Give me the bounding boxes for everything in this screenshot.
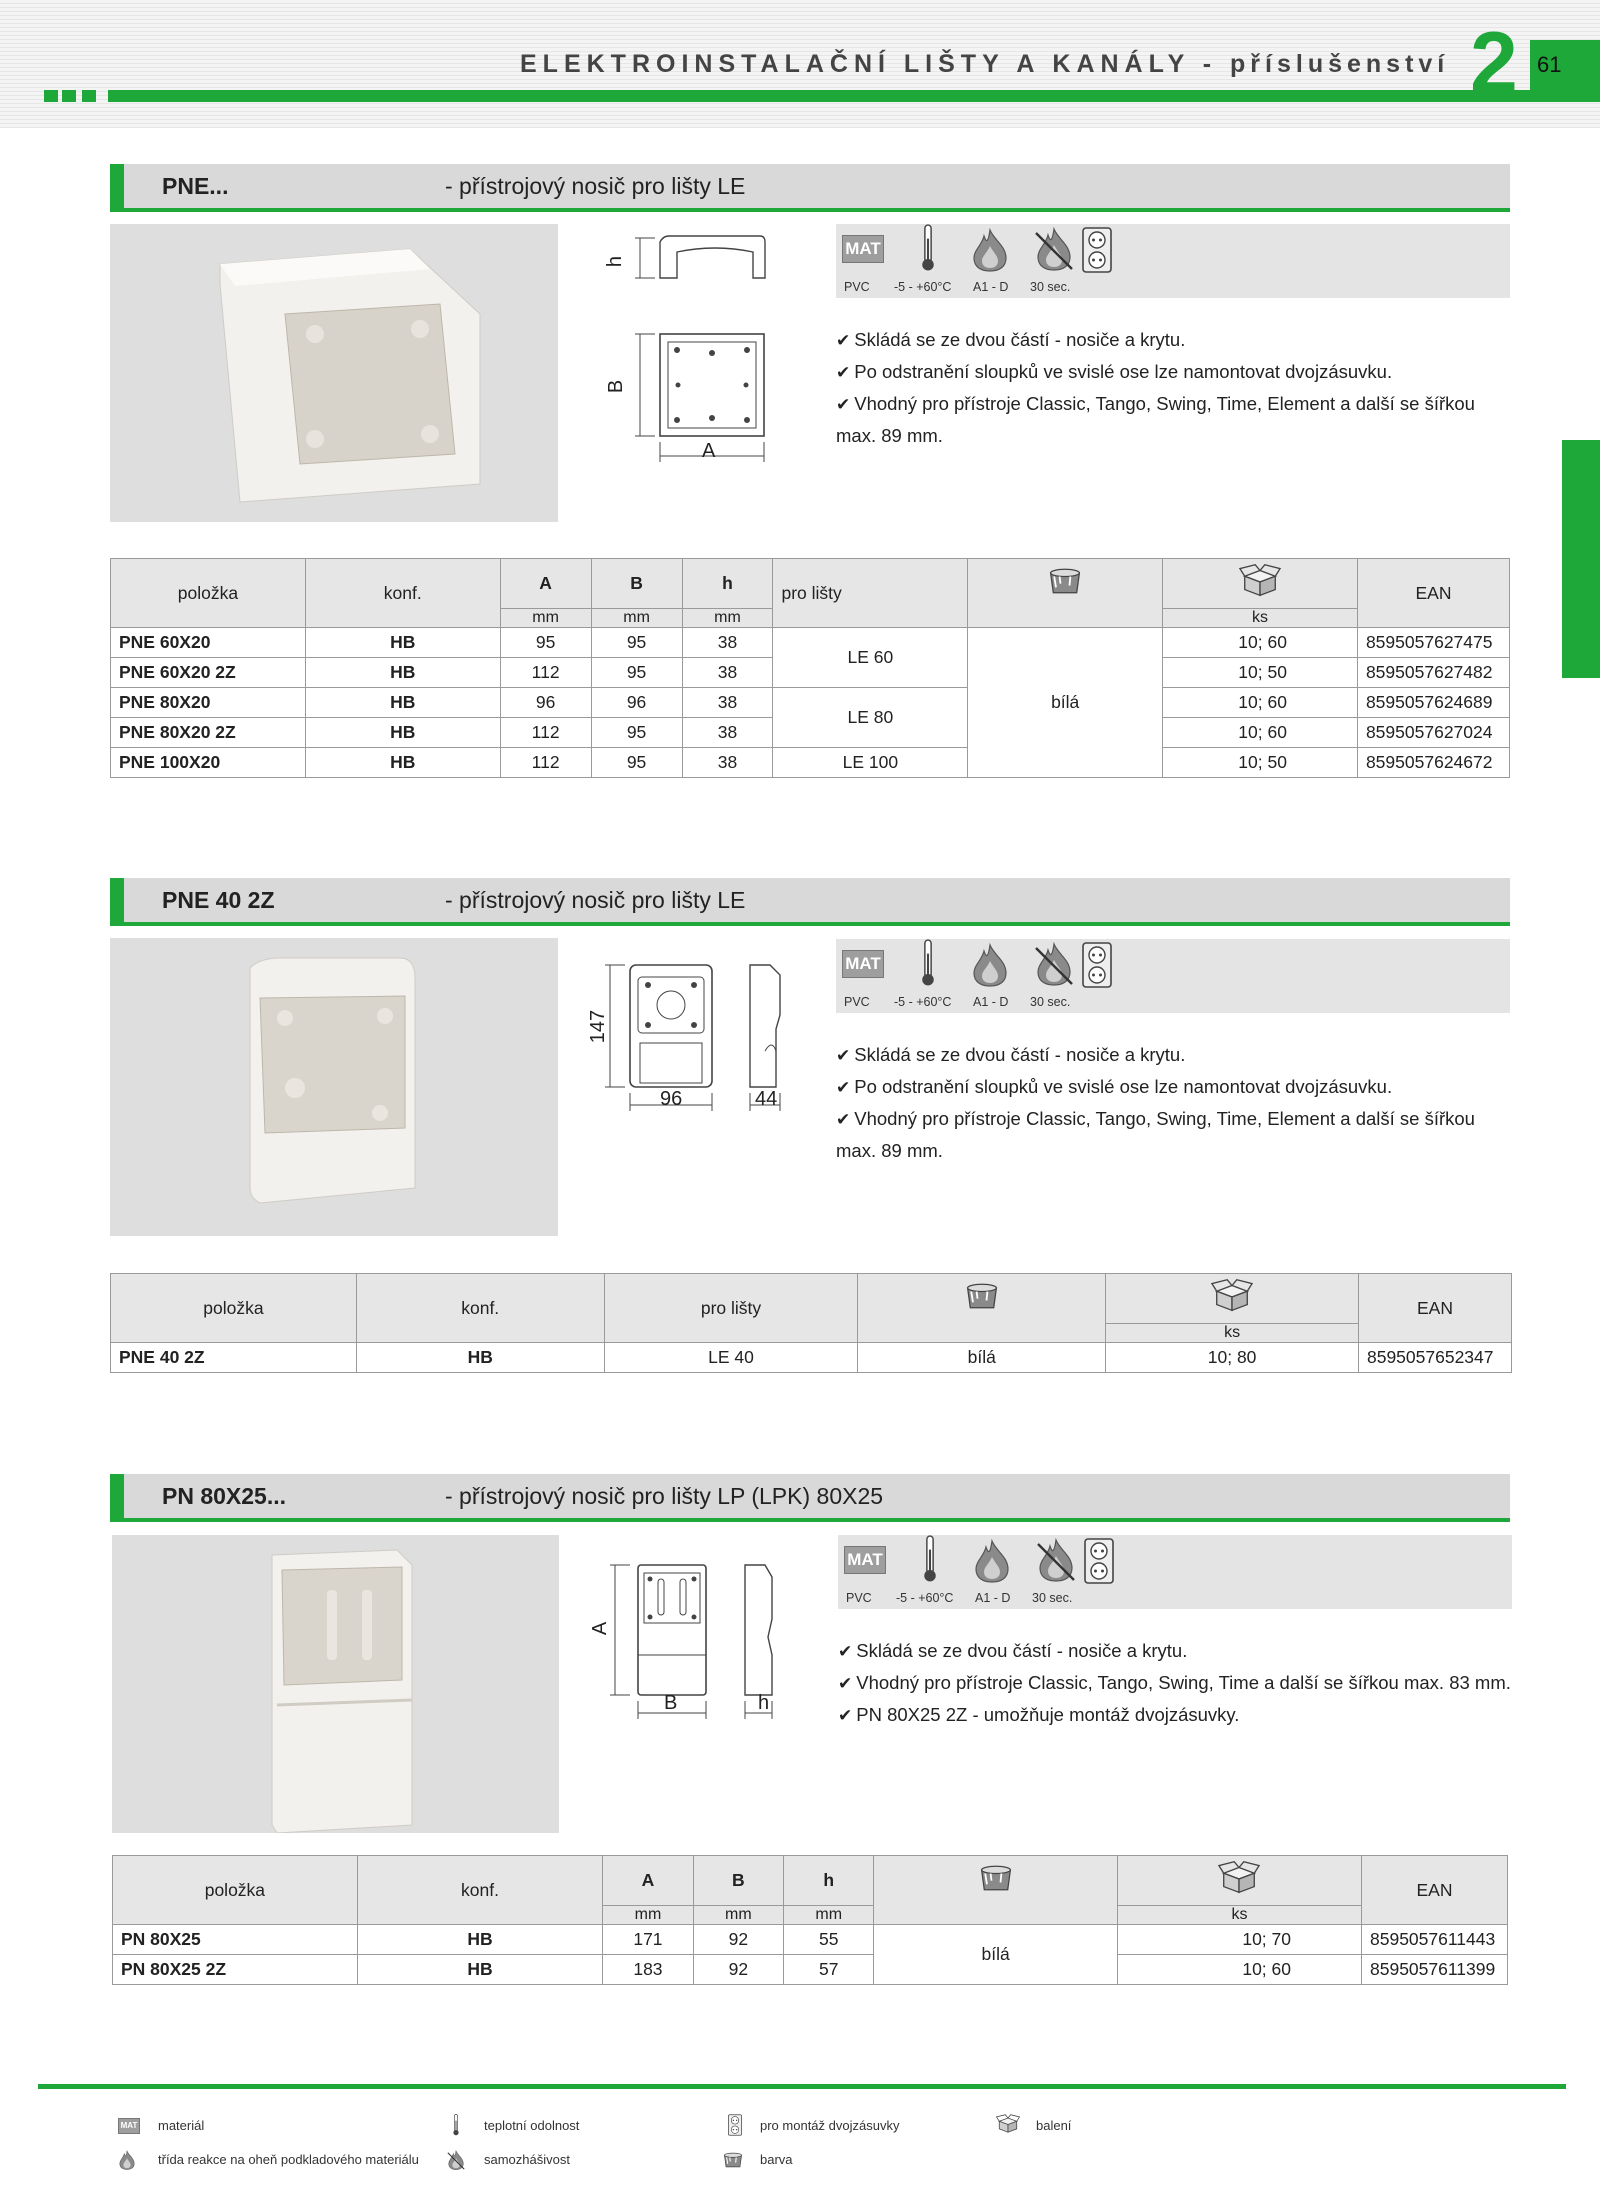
legend-package-icon xyxy=(996,2114,1020,2134)
dim-b-label: B xyxy=(664,1692,678,1714)
cell-h: 38 xyxy=(682,658,773,688)
feature-item: ✔ Po odstranění sloupků ve svislé ose lze namontovat dvojzásuvku. xyxy=(836,1076,1393,1097)
product-photo xyxy=(112,1535,559,1833)
product-table xyxy=(110,1273,1512,1373)
spec-material: PVC xyxy=(846,1591,872,1605)
section-bar-pn80x25 xyxy=(110,1474,1510,1522)
product-photo xyxy=(110,938,558,1236)
cell-pack: 10; 80 xyxy=(1106,1343,1359,1373)
cell-a: 95 xyxy=(500,628,591,658)
cell-conf: HB xyxy=(356,1343,604,1373)
cell-pack: 10; 60 xyxy=(1163,628,1358,658)
package-icon xyxy=(1239,564,1281,598)
th-h: h xyxy=(682,559,773,609)
cell-for: LE 60 xyxy=(773,628,968,688)
cell-item: PNE 80X20 2Z xyxy=(111,718,306,748)
legend-temperature: teplotní odolnost xyxy=(484,2118,580,2133)
thermometer-icon xyxy=(920,224,936,272)
cell-conf: HB xyxy=(305,748,500,778)
color-bucket-icon xyxy=(964,1282,1000,1310)
flame-icon xyxy=(972,1539,1012,1583)
spec-reaction: A1 - D xyxy=(973,995,1009,1009)
th-a: A xyxy=(500,559,591,609)
cell-h: 38 xyxy=(682,628,773,658)
dim-b-label: B xyxy=(605,379,628,394)
dim-width-label: 96 xyxy=(660,1088,683,1110)
header-square xyxy=(62,90,76,102)
table-row xyxy=(113,1925,1508,1955)
cell-a: 171 xyxy=(603,1925,693,1955)
cell-pack: 10; 50 xyxy=(1163,658,1358,688)
flame-icon xyxy=(970,943,1010,987)
product-code: PNE 40 2Z xyxy=(162,887,275,913)
mat-icon: MAT xyxy=(842,235,884,263)
cell-color: bílá xyxy=(874,1925,1117,1985)
th-pack xyxy=(1163,559,1358,609)
legend-double-socket: pro montáž dvojzásuvky xyxy=(760,2118,900,2133)
cell-ean: 8595057611443 xyxy=(1362,1925,1508,1955)
th-mm: mm xyxy=(591,609,682,628)
th-h: h xyxy=(784,1856,874,1906)
legend-color-bucket-icon xyxy=(722,2152,744,2168)
th-color xyxy=(858,1274,1106,1343)
header-line xyxy=(108,90,1600,102)
th-mm: mm xyxy=(500,609,591,628)
feature-item: ✔ Vhodný pro přístroje Classic, Tango, Swing, Time, Element a další se šířkou max. 89 mm. xyxy=(836,393,1475,446)
dim-depth-label: 44 xyxy=(755,1088,778,1110)
spec-strip xyxy=(836,939,1510,1013)
thermometer-icon xyxy=(920,939,936,987)
th-for: pro lišty xyxy=(773,559,968,628)
dim-height-label: 147 xyxy=(587,1009,610,1044)
th-ks: ks xyxy=(1163,609,1358,628)
cell-b: 92 xyxy=(693,1955,783,1985)
cell-conf: HB xyxy=(305,718,500,748)
cell-pack: 10; 50 xyxy=(1163,748,1358,778)
spec-material: PVC xyxy=(844,280,870,294)
section-mark xyxy=(110,1474,124,1522)
th-conf: konf. xyxy=(356,1274,604,1343)
color-bucket-icon xyxy=(978,1864,1014,1892)
dim-h-label: h xyxy=(758,1692,770,1714)
cell-ean: 8595057627024 xyxy=(1357,718,1509,748)
spec-reaction: A1 - D xyxy=(973,280,1009,294)
cell-color: bílá xyxy=(858,1343,1106,1373)
th-ean: EAN xyxy=(1362,1856,1508,1925)
header-square xyxy=(82,90,96,102)
th-for: pro lišty xyxy=(604,1274,858,1343)
cell-ean: 8595057652347 xyxy=(1358,1343,1511,1373)
feature-item: ✔ Vhodný pro přístroje Classic, Tango, Swing, Time a další se šířkou max. 83 mm. xyxy=(838,1672,1511,1693)
cell-b: 95 xyxy=(591,748,682,778)
spec-self-extinguish: 30 sec. xyxy=(1030,280,1071,294)
legend-thermometer-icon xyxy=(452,2114,460,2136)
th-ks: ks xyxy=(1117,1906,1361,1925)
th-a: A xyxy=(603,1856,693,1906)
th-mm: mm xyxy=(784,1906,874,1925)
cell-item: PN 80X25 xyxy=(113,1925,358,1955)
color-bucket-icon xyxy=(1047,567,1083,595)
cell-for: LE 40 xyxy=(604,1343,858,1373)
section-mark xyxy=(110,878,124,926)
cell-b: 95 xyxy=(591,658,682,688)
cell-ean: 8595057611399 xyxy=(1362,1955,1508,1985)
product-description: - přístrojový nosič pro lišty LE xyxy=(445,887,746,913)
socket-icon xyxy=(1084,1538,1114,1584)
th-conf: konf. xyxy=(357,1856,602,1925)
flame-cross-icon xyxy=(1032,226,1076,272)
cell-item: PNE 100X20 xyxy=(111,748,306,778)
cell-a: 112 xyxy=(500,658,591,688)
cell-b: 96 xyxy=(591,688,682,718)
socket-icon xyxy=(1082,227,1112,273)
th-pack xyxy=(1117,1856,1361,1906)
cell-b: 95 xyxy=(591,718,682,748)
th-b: B xyxy=(591,559,682,609)
socket-icon xyxy=(1082,942,1112,988)
cell-ean: 8595057627475 xyxy=(1357,628,1509,658)
dimension-drawing xyxy=(600,1555,800,1725)
table-row xyxy=(111,748,1510,778)
feature-item: ✔ Skládá se ze dvou částí - nosiče a krytu. xyxy=(836,1044,1186,1065)
dim-a-label: A xyxy=(589,1621,612,1636)
cell-ean: 8595057624689 xyxy=(1357,688,1509,718)
legend-flame-icon xyxy=(118,2150,136,2170)
cell-a: 96 xyxy=(500,688,591,718)
spec-temperature: -5 - +60°C xyxy=(894,995,952,1009)
feature-item: ✔ Vhodný pro přístroje Classic, Tango, Swing, Time, Element a další se šířkou max. 89 mm. xyxy=(836,1108,1475,1161)
th-mm: mm xyxy=(693,1906,783,1925)
table-row xyxy=(111,688,1510,718)
cell-item: PNE 40 2Z xyxy=(111,1343,357,1373)
legend-mat-icon: MAT xyxy=(118,2118,140,2134)
mat-icon: MAT xyxy=(844,1546,886,1574)
product-description: - přístrojový nosič pro lišty LE xyxy=(445,173,746,199)
thermometer-icon xyxy=(922,1535,938,1583)
legend-self-extinguishing: samozhášivost xyxy=(484,2152,570,2167)
flame-cross-icon xyxy=(1034,1537,1078,1583)
cell-item: PNE 80X20 xyxy=(111,688,306,718)
feature-list xyxy=(838,1635,1538,1731)
th-ean: EAN xyxy=(1358,1274,1511,1343)
cell-b: 92 xyxy=(693,1925,783,1955)
product-table xyxy=(110,558,1510,778)
dimension-drawing xyxy=(605,230,775,470)
cell-for: LE 80 xyxy=(773,688,968,748)
cell-ean: 8595057624672 xyxy=(1357,748,1509,778)
product-code: PN 80X25... xyxy=(162,1483,287,1509)
flame-cross-icon xyxy=(1032,941,1076,987)
cell-conf: HB xyxy=(305,658,500,688)
table-row xyxy=(111,1343,1512,1373)
cell-item: PNE 60X20 xyxy=(111,628,306,658)
feature-item: ✔ PN 80X25 2Z - umožňuje montáž dvojzásuvky. xyxy=(838,1704,1240,1725)
legend-packaging: balení xyxy=(1036,2118,1072,2133)
legend-socket-icon xyxy=(728,2114,742,2136)
cell-conf: HB xyxy=(305,688,500,718)
cell-conf: HB xyxy=(305,628,500,658)
th-mm: mm xyxy=(682,609,773,628)
header-square xyxy=(44,90,58,102)
product-code: PNE... xyxy=(162,173,229,199)
th-mm: mm xyxy=(603,1906,693,1925)
cell-ean: 8595057627482 xyxy=(1357,658,1509,688)
feature-list xyxy=(836,1039,1516,1166)
package-icon xyxy=(1211,1279,1253,1313)
spec-temperature: -5 - +60°C xyxy=(896,1591,954,1605)
cell-a: 183 xyxy=(603,1955,693,1985)
cell-for: LE 100 xyxy=(773,748,968,778)
cell-a: 112 xyxy=(500,748,591,778)
cell-h: 38 xyxy=(682,718,773,748)
spec-temperature: -5 - +60°C xyxy=(894,280,952,294)
page-number: 61 xyxy=(1537,52,1562,77)
product-photo xyxy=(110,224,558,522)
cell-h: 38 xyxy=(682,748,773,778)
th-item: položka xyxy=(113,1856,358,1925)
section-bar-pne40 xyxy=(110,878,1510,926)
product-description: - přístrojový nosič pro lišty LP (LPK) 80X25 xyxy=(445,1483,884,1509)
flame-icon xyxy=(970,228,1010,272)
th-b: B xyxy=(693,1856,783,1906)
section-mark xyxy=(110,164,124,212)
cell-conf: HB xyxy=(357,1955,602,1985)
th-color xyxy=(874,1856,1117,1925)
feature-item: ✔ Po odstranění sloupků ve svislé ose lze namontovat dvojzásuvku. xyxy=(836,361,1393,382)
th-item: položka xyxy=(111,559,306,628)
cell-a: 112 xyxy=(500,718,591,748)
th-pack xyxy=(1106,1274,1359,1324)
legend-material: materiál xyxy=(158,2118,205,2133)
legend-color: barva xyxy=(760,2152,793,2167)
cell-color: bílá xyxy=(968,628,1163,778)
footer-line xyxy=(38,2084,1566,2089)
spec-self-extinguish: 30 sec. xyxy=(1032,1591,1073,1605)
table-row xyxy=(113,1955,1508,1985)
th-ean: EAN xyxy=(1357,559,1509,628)
cell-h: 57 xyxy=(784,1955,874,1985)
mat-icon: MAT xyxy=(842,950,884,978)
feature-item: ✔ Skládá se ze dvou částí - nosiče a krytu. xyxy=(838,1640,1188,1661)
cell-pack: 10; 70 xyxy=(1117,1925,1361,1955)
page-title: ELEKTROINSTALAČNÍ LIŠTY A KANÁLY - příslušenství xyxy=(520,50,1450,78)
cell-item: PN 80X25 2Z xyxy=(113,1955,358,1985)
product-table xyxy=(112,1855,1508,1985)
spec-strip xyxy=(838,1535,1512,1609)
cell-b: 95 xyxy=(591,628,682,658)
th-conf: konf. xyxy=(305,559,500,628)
spec-self-extinguish: 30 sec. xyxy=(1030,995,1071,1009)
cell-item: PNE 60X20 2Z xyxy=(111,658,306,688)
spec-reaction: A1 - D xyxy=(975,1591,1011,1605)
legend-flame-cross-icon xyxy=(446,2150,466,2170)
section-bar-pne xyxy=(110,164,1510,212)
cell-pack: 10; 60 xyxy=(1163,688,1358,718)
cell-pack: 10; 60 xyxy=(1163,718,1358,748)
th-color xyxy=(968,559,1163,628)
spec-strip xyxy=(836,224,1510,298)
table-row xyxy=(111,628,1510,658)
cell-h: 38 xyxy=(682,688,773,718)
dim-h-label: h xyxy=(604,255,627,268)
cell-h: 55 xyxy=(784,1925,874,1955)
dim-a-label: A xyxy=(702,440,716,462)
spec-material: PVC xyxy=(844,995,870,1009)
feature-list xyxy=(836,324,1516,451)
chapter-number: 2 xyxy=(1470,15,1518,111)
feature-item: ✔ Skládá se ze dvou částí - nosiče a krytu. xyxy=(836,329,1186,350)
th-ks: ks xyxy=(1106,1324,1359,1343)
package-icon xyxy=(1218,1861,1260,1895)
cell-pack: 10; 60 xyxy=(1117,1955,1361,1985)
legend-fire-class: třída reakce na oheň podkladového materiálu xyxy=(158,2152,419,2167)
cell-conf: HB xyxy=(357,1925,602,1955)
side-tab xyxy=(1562,440,1600,678)
th-item: položka xyxy=(111,1274,357,1343)
